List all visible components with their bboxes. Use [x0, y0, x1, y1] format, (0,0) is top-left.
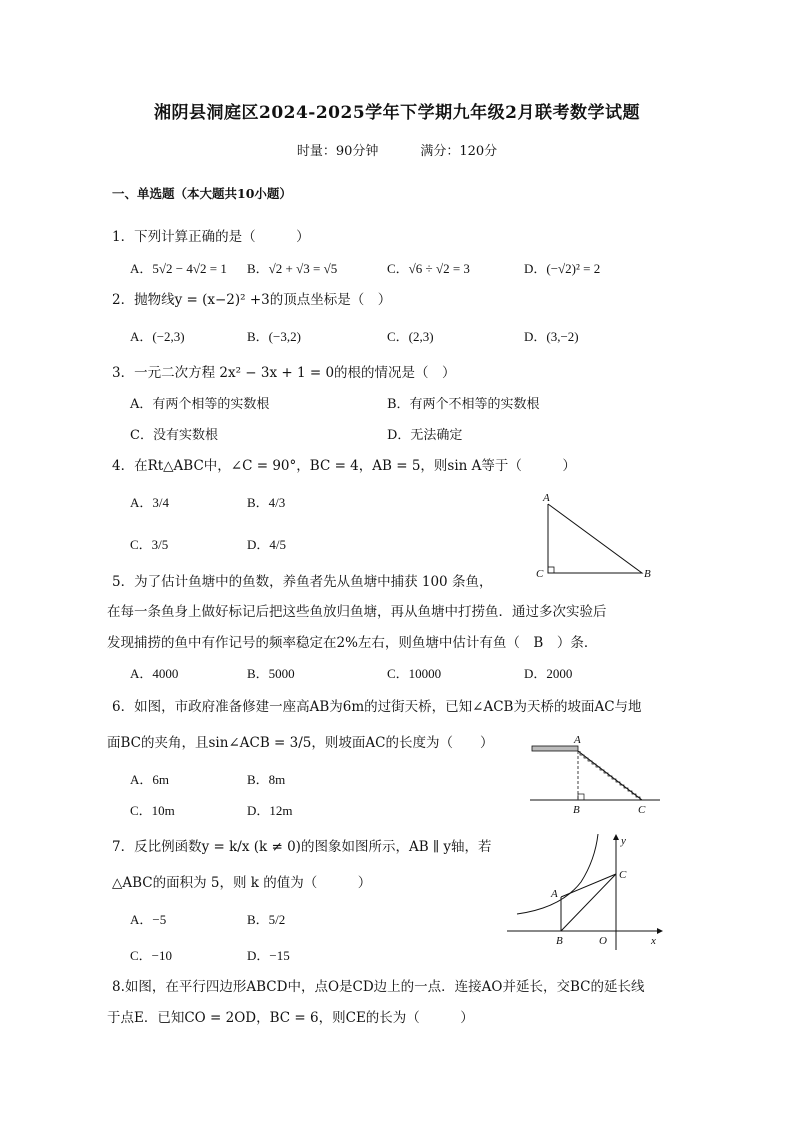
- q6-option-c: C．10m: [130, 803, 175, 818]
- q5-option-a: A．4000: [130, 666, 179, 681]
- question-1-stem: 1．下列计算正确的是（ ）: [112, 229, 310, 245]
- q5-option-b: B．5000: [247, 666, 295, 681]
- q1-option-c: C．√6 ÷ √2 = 3: [387, 261, 470, 276]
- question-5-line-1: 5．为了估计鱼塘中的鱼数，养鱼者先从鱼塘中捕获 100 条鱼，: [112, 574, 493, 590]
- exam-time: 时量：90分钟: [296, 144, 379, 159]
- q3-option-c: C．没有实数根: [130, 428, 218, 443]
- question-4-stem: 4．在Rt△ABC中，∠C = 90°，BC = 4，AB = 5，则sin A等于（ ）: [112, 458, 576, 474]
- q7-graph-figure: [505, 832, 665, 952]
- question-7-line-1: 7．反比例函数y = k/x (k ≠ 0)的图象如图所示，AB ∥ y轴，若: [112, 839, 492, 855]
- q6-option-d: D．12m: [247, 803, 293, 818]
- q7-option-d: D．−15: [247, 948, 290, 963]
- page-title: 湘阴县洞庭区2024-2025学年下学期九年级2月联考数学试题: [153, 103, 640, 123]
- exam-info: [0, 140, 794, 159]
- q6-overpass-figure: [530, 733, 665, 818]
- q2-option-c: C．(2,3): [387, 329, 434, 344]
- question-2-stem: 2．抛物线y = (x−2)² +3的顶点坐标是（ ）: [112, 292, 392, 308]
- fig4-label-a: A: [543, 492, 550, 504]
- q4-option-c: C．3/5: [130, 537, 169, 552]
- q1-option-d: D．(−√2)² = 2: [524, 261, 601, 276]
- q5-option-d: D．2000: [524, 666, 573, 681]
- question-5-line-3: 发现捕捞的鱼中有作记号的频率稳定在2%左右，则鱼塘中估计有鱼（ B ）条．: [107, 635, 598, 651]
- q1-option-a: A．5√2 − 4√2 = 1: [130, 261, 227, 276]
- fig7-label-b: B: [556, 935, 563, 947]
- fig6-label-a: A: [574, 734, 581, 746]
- exam-score: 满分：120分: [420, 144, 498, 159]
- q7-option-c: C．−10: [130, 948, 173, 963]
- q6-option-b: B．8m: [247, 772, 286, 787]
- q6-option-a: A．6m: [130, 772, 170, 787]
- q2-option-b: B．(−3,2): [247, 329, 301, 344]
- fig4-label-b: B: [644, 568, 651, 580]
- q2-option-a: A．(−2,3): [130, 329, 185, 344]
- fig4-label-c: C: [536, 568, 544, 580]
- q4-option-a: A．3/4: [130, 495, 170, 510]
- q7-option-a: A．−5: [130, 912, 167, 927]
- q5-option-c: C．10000: [387, 666, 442, 681]
- section-heading: 一、单选题（本大题共10小题）: [112, 186, 292, 201]
- fig6-label-c: C: [638, 804, 646, 816]
- q4-option-b: B．4/3: [247, 495, 286, 510]
- q7-option-b: B．5/2: [247, 912, 286, 927]
- question-8-line-1: 8.如图，在平行四边形ABCD中，点O是CD边上的一点．连接AO并延长，交BC的延长线: [112, 979, 645, 995]
- fig7-label-a: A: [551, 888, 558, 900]
- fig7-label-c: C: [619, 869, 627, 881]
- fig7-label-y: y: [621, 835, 626, 847]
- question-6-line-1: 6．如图，市政府准备修建一座高AB为6m的过街天桥，已知∠ACB为天桥的坡面AC与地: [112, 699, 642, 715]
- q3-option-a: A．有两个相等的实数根: [130, 397, 270, 412]
- question-8-line-2: 于点E．已知CO = 2OD，BC = 6，则CE的长为（ ）: [107, 1010, 474, 1026]
- question-5-line-2: 在每一条鱼身上做好标记后把这些鱼放归鱼塘，再从鱼塘中打捞鱼．通过多次实验后: [107, 604, 607, 620]
- fig6-label-b: B: [573, 804, 580, 816]
- q2-option-d: D．(3,−2): [524, 329, 579, 344]
- q1-option-b: B．√2 + √3 = √5: [247, 261, 338, 276]
- fig7-label-o: O: [599, 935, 607, 947]
- question-3-stem: 3．一元二次方程 2x² − 3x + 1 = 0的根的情况是（ ）: [112, 365, 456, 381]
- question-6-line-2: 面BC的夹角，且sin∠ACB = 3/5，则坡面AC的长度为（ ）: [107, 735, 494, 751]
- q3-option-b: B．有两个不相等的实数根: [387, 397, 540, 412]
- fig7-label-x: x: [651, 935, 656, 947]
- question-7-line-2: △ABC的面积为 5，则 k 的值为（ ）: [112, 875, 372, 891]
- q4-option-d: D．4/5: [247, 537, 287, 552]
- q4-triangle-figure: [530, 490, 660, 585]
- q3-option-d: D．无法确定: [387, 428, 463, 443]
